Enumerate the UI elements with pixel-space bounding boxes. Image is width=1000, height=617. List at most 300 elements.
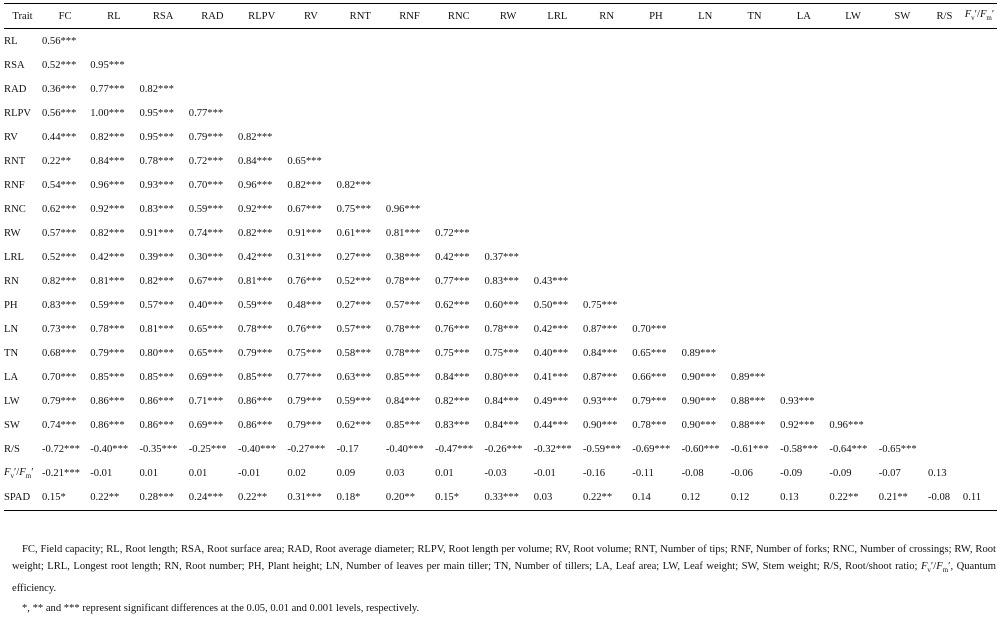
table-cell [828, 101, 877, 125]
table-cell [730, 269, 779, 293]
table-row [4, 486, 997, 511]
table-cell: 0.83*** [484, 275, 519, 287]
table-cell: 0.85*** [90, 372, 125, 384]
table-cell: 0.72*** [188, 155, 224, 167]
column-header: RL [89, 4, 138, 29]
table-cell [434, 173, 483, 197]
table-cell: 0.75*** [287, 348, 322, 360]
table-cell: 0.92*** [780, 420, 815, 432]
table-cell [878, 342, 927, 366]
table-cell: 0.78*** [385, 348, 421, 360]
column-header: RNT [336, 4, 385, 29]
table-cell [878, 390, 927, 414]
table-cell [483, 29, 532, 54]
table-cell: 0.90*** [681, 396, 717, 408]
table-cell: 0.22** [41, 155, 72, 167]
table-cell [962, 101, 997, 125]
table-cell: 0.93*** [780, 396, 815, 408]
table-cell: 0.70*** [41, 372, 77, 384]
table-cell: 0.90*** [681, 420, 717, 432]
table-cell: 0.76*** [287, 324, 322, 336]
table-cell: 0.78*** [238, 324, 273, 336]
table-cell: 0.93*** [583, 396, 618, 408]
table-cell: 0.43*** [533, 275, 569, 287]
table-cell [779, 125, 828, 149]
table-cell [533, 245, 582, 269]
table-cell: 0.28*** [138, 486, 187, 511]
table-cell [962, 77, 997, 101]
row-label: RLPV [4, 107, 32, 119]
table-cell: 0.85*** [139, 372, 174, 384]
table-cell: 0.57*** [139, 300, 174, 312]
table-cell: 0.82*** [336, 179, 372, 191]
table-cell [730, 318, 779, 342]
table-cell: 0.95*** [139, 107, 174, 119]
table-cell [927, 294, 962, 318]
table-cell [779, 221, 828, 245]
table-row [4, 414, 997, 438]
table-cell [681, 29, 730, 54]
table-cell: 0.79*** [238, 348, 273, 360]
table-cell: 0.71*** [188, 396, 224, 408]
table-cell [286, 125, 335, 149]
table-cell [681, 53, 730, 77]
abbreviation-text: FC, Field capacity; RL, Root length; RSA, Root surface area; RAD, Root average diameter; RLPV, Root length per volume; RV, Root volume; RNT, Number of tips; RNF, Number of forks; RNC, Number of crossings; RW, Root weight; LRL, Longest root length; RN, Root number; PH, Plant height; LN, Number of leaves per main tiller; TN, Number of tillers; LA, Leaf area; LW, Leaf weight; SW, Stem weight; R/S, Root/shoot ratio; [12, 544, 996, 573]
table-cell: 0.79*** [287, 420, 322, 432]
table-cell: -0.40*** [385, 444, 424, 456]
column-header-fvfm [962, 4, 997, 29]
row-label: LRL [4, 251, 25, 263]
table-cell [286, 101, 335, 125]
table-cell [237, 77, 286, 101]
table-cell: 0.62*** [41, 203, 77, 215]
table-cell [962, 414, 997, 438]
table-cell [730, 197, 779, 221]
table-cell: 0.49*** [533, 396, 569, 408]
table-cell [286, 53, 335, 77]
table-cell [138, 29, 187, 54]
table-row [4, 197, 997, 221]
table-cell: -0.64*** [829, 444, 868, 456]
table-cell [533, 77, 582, 101]
table-cell: 0.09 [336, 468, 356, 480]
table-cell [779, 318, 828, 342]
table-cell: 0.65*** [188, 324, 224, 336]
table-cell [483, 149, 532, 173]
row-label: R/S [4, 444, 20, 456]
table-cell: 0.36*** [41, 83, 77, 95]
table-cell [533, 197, 582, 221]
table-cell: 0.13 [927, 468, 947, 480]
table-cell [962, 342, 997, 366]
table-cell: 0.75*** [336, 203, 372, 215]
table-cell [962, 269, 997, 293]
table-cell: 0.78*** [385, 275, 421, 287]
table-cell: 0.95*** [90, 59, 125, 71]
table-cell: 0.42*** [435, 251, 470, 263]
table-cell [878, 366, 927, 390]
significance-note: *, ** and *** represent significant differences at the 0.05, 0.01 and 0.001 levels, respectively. [22, 603, 420, 614]
table-row [4, 53, 997, 77]
table-cell [878, 294, 927, 318]
table-cell [962, 438, 997, 462]
table-cell: 0.61*** [336, 227, 372, 239]
row-label: PH [4, 300, 18, 312]
table-cell [779, 366, 828, 390]
table-cell [631, 269, 680, 293]
table-cell [434, 53, 483, 77]
table-cell: 0.76*** [435, 324, 470, 336]
table-cell: 0.37*** [484, 251, 519, 263]
column-header: RV [286, 4, 335, 29]
row-label: SW [4, 420, 20, 432]
table-cell: 0.87*** [583, 324, 618, 336]
table-cell: -0.21*** [41, 468, 80, 480]
table-row [4, 390, 997, 414]
table-cell: -0.72*** [41, 444, 80, 456]
table-cell [878, 173, 927, 197]
table-cell: 0.78*** [139, 155, 174, 167]
table-cell [631, 197, 680, 221]
table-cell [385, 29, 434, 54]
table-cell [631, 29, 680, 54]
table-cell: 0.81*** [385, 227, 421, 239]
table-cell [681, 77, 730, 101]
table-cell: 0.69*** [188, 420, 224, 432]
table-cell [336, 125, 385, 149]
table-cell: 0.82*** [287, 179, 322, 191]
table-cell [681, 149, 730, 173]
table-cell: 0.95*** [139, 131, 174, 143]
table-cell: 0.69*** [188, 372, 224, 384]
table-cell: 0.38*** [385, 251, 421, 263]
table-cell: 0.27*** [336, 300, 372, 312]
table-cell: 0.75*** [435, 348, 470, 360]
table-cell: 0.84*** [238, 155, 273, 167]
table-cell [730, 77, 779, 101]
table-row [4, 318, 997, 342]
table-cell: -0.08 [927, 486, 962, 511]
column-header: RN [582, 4, 631, 29]
row-label: RNF [4, 179, 25, 191]
table-cell: -0.65*** [878, 444, 917, 456]
table-cell: 0.86*** [139, 420, 174, 432]
table-cell [828, 245, 877, 269]
table-cell: 0.73*** [41, 324, 77, 336]
table-cell: 0.78*** [90, 324, 125, 336]
table-cell: 0.89*** [730, 372, 766, 384]
table-cell [385, 101, 434, 125]
table-cell: 0.62*** [435, 300, 470, 312]
table-cell [927, 53, 962, 77]
table-cell [434, 77, 483, 101]
table-cell [962, 29, 997, 54]
table-cell [237, 29, 286, 54]
table-cell: 0.78*** [385, 324, 421, 336]
qe-label: Quantum efficiency. [12, 561, 997, 594]
table-cell: -0.25*** [188, 444, 227, 456]
table-cell [483, 77, 532, 101]
table-cell: 0.74*** [188, 227, 224, 239]
table-cell: 0.82*** [238, 131, 273, 143]
table-cell: 0.77*** [90, 83, 125, 95]
table-cell: 0.77*** [287, 372, 322, 384]
table-cell: -0.47*** [435, 444, 474, 456]
table-cell [962, 53, 997, 77]
table-cell [927, 390, 962, 414]
table-cell [286, 29, 335, 54]
table-cell: 0.82*** [139, 83, 174, 95]
table-cell: -0.06 [730, 468, 753, 480]
table-cell [434, 197, 483, 221]
column-header: RNC [434, 4, 483, 29]
table-cell [631, 245, 680, 269]
table-cell: 0.11 [962, 486, 997, 511]
table-cell [533, 29, 582, 54]
table-cell [483, 53, 532, 77]
table-cell: 0.12 [681, 486, 730, 511]
row-label: RAD [4, 83, 27, 95]
table-cell: 0.87*** [583, 372, 618, 384]
table-cell: 0.82*** [139, 275, 174, 287]
table-cell: 0.24*** [188, 486, 237, 511]
table-cell: 0.57*** [385, 300, 421, 312]
table-cell [730, 245, 779, 269]
table-cell: 0.85*** [385, 372, 421, 384]
table-cell [962, 149, 997, 173]
row-label: SPAD [4, 486, 41, 511]
row-label: RNC [4, 203, 26, 215]
table-cell [828, 390, 877, 414]
table-cell [828, 77, 877, 101]
table-cell [533, 173, 582, 197]
table-cell [434, 125, 483, 149]
table-cell: 0.68*** [41, 348, 77, 360]
table-cell: 0.60*** [484, 300, 519, 312]
table-cell: 0.67*** [188, 275, 224, 287]
table-cell: 0.77*** [188, 107, 224, 119]
table-cell: 0.03 [385, 468, 405, 480]
table-row [4, 221, 997, 245]
table-cell [779, 269, 828, 293]
table-cell [828, 149, 877, 173]
correlation-table-container [4, 3, 997, 511]
table-cell: 0.92*** [238, 203, 273, 215]
correlation-table [4, 3, 997, 511]
table-cell: 0.90*** [583, 420, 618, 432]
table-cell: 0.91*** [139, 227, 174, 239]
table-cell [828, 342, 877, 366]
table-cell: 0.22** [237, 486, 286, 511]
column-header: R/S [927, 4, 962, 29]
table-cell: 0.40*** [188, 300, 224, 312]
table-cell [483, 125, 532, 149]
table-row [4, 125, 997, 149]
column-header: LRL [533, 4, 582, 29]
table-cell: -0.26*** [484, 444, 523, 456]
table-cell: 0.63*** [336, 372, 372, 384]
table-cell: 0.84*** [484, 396, 519, 408]
table-cell [779, 101, 828, 125]
table-cell: 0.96*** [385, 203, 421, 215]
column-header: TN [730, 4, 779, 29]
table-cell: 0.84*** [385, 396, 421, 408]
table-cell: 0.70*** [188, 179, 224, 191]
corner-header: Trait [4, 4, 41, 29]
table-cell: 0.76*** [287, 275, 322, 287]
table-cell: -0.09 [780, 468, 803, 480]
table-cell [730, 294, 779, 318]
table-cell: 0.79*** [287, 396, 322, 408]
table-cell: 0.79*** [188, 131, 224, 143]
table-cell: -0.40*** [238, 444, 277, 456]
table-cell: 0.86*** [238, 420, 273, 432]
column-header: LA [779, 4, 828, 29]
table-cell: 0.82*** [238, 227, 273, 239]
table-cell [286, 77, 335, 101]
table-cell [962, 390, 997, 414]
column-header: RLPV [237, 4, 286, 29]
table-cell: -0.32*** [533, 444, 572, 456]
table-cell: 0.84*** [484, 420, 519, 432]
table-cell [927, 269, 962, 293]
table-cell [878, 53, 927, 77]
table-cell: -0.09 [829, 468, 852, 480]
table-row [4, 366, 997, 390]
column-header: FC [41, 4, 89, 29]
table-cell [681, 197, 730, 221]
table-cell [927, 197, 962, 221]
table-cell [138, 53, 187, 77]
table-row [4, 438, 997, 462]
table-cell: 0.20** [385, 486, 434, 511]
table-cell [188, 53, 237, 77]
table-cell [434, 149, 483, 173]
table-cell [483, 221, 532, 245]
table-cell: 0.59*** [188, 203, 224, 215]
table-cell: 0.31*** [286, 486, 335, 511]
column-header: SW [878, 4, 927, 29]
table-cell [779, 294, 828, 318]
table-cell: 0.93*** [139, 179, 174, 191]
table-cell: -0.69*** [632, 444, 671, 456]
table-cell [927, 221, 962, 245]
table-cell: 0.82*** [435, 396, 470, 408]
table-cell: 0.96*** [238, 179, 273, 191]
row-label: LA [4, 372, 19, 384]
table-cell [927, 438, 962, 462]
table-cell [336, 149, 385, 173]
table-cell: 0.86*** [90, 420, 125, 432]
table-cell: 0.79*** [90, 348, 125, 360]
abbreviation-note [12, 541, 996, 597]
table-cell [582, 197, 631, 221]
table-cell [582, 53, 631, 77]
row-label: TN [4, 348, 19, 360]
table-cell [927, 245, 962, 269]
table-cell [434, 29, 483, 54]
table-cell [878, 414, 927, 438]
table-cell: 0.14 [631, 486, 680, 511]
table-cell [681, 173, 730, 197]
table-cell: 0.13 [779, 486, 828, 511]
table-cell [878, 269, 927, 293]
table-cell [385, 149, 434, 173]
table-cell [878, 101, 927, 125]
table-cell: 0.44*** [41, 131, 77, 143]
table-cell [962, 294, 997, 318]
table-cell [779, 29, 828, 54]
table-cell [631, 294, 680, 318]
table-row [4, 294, 997, 318]
table-cell: 0.15* [434, 486, 483, 511]
table-cell: 0.59*** [336, 396, 372, 408]
table-cell: 0.41*** [533, 372, 569, 384]
table-cell: 0.85*** [385, 420, 421, 432]
row-label: RN [4, 275, 19, 287]
table-cell [434, 101, 483, 125]
table-cell: 0.78*** [484, 324, 519, 336]
table-cell: 0.54*** [41, 179, 77, 191]
table-cell: 0.84*** [90, 155, 125, 167]
table-cell [385, 77, 434, 101]
table-body [4, 29, 997, 511]
table-cell [681, 245, 730, 269]
table-cell: 0.81*** [90, 275, 125, 287]
table-row [4, 29, 997, 54]
table-cell: 0.12 [730, 486, 779, 511]
table-cell: 0.65*** [632, 348, 667, 360]
table-cell: 0.42*** [238, 251, 273, 263]
table-cell [962, 462, 997, 486]
table-row [4, 173, 997, 197]
table-cell: 0.77*** [435, 275, 470, 287]
row-label: RL [4, 35, 18, 47]
table-cell [927, 366, 962, 390]
table-cell [779, 245, 828, 269]
table-cell [582, 173, 631, 197]
table-cell [828, 197, 877, 221]
table-cell [779, 149, 828, 173]
table-cell: 0.84*** [435, 372, 470, 384]
row-label: RSA [4, 59, 25, 71]
table-cell [962, 221, 997, 245]
table-cell [681, 269, 730, 293]
header-row [4, 4, 997, 29]
table-cell: 0.89*** [681, 348, 717, 360]
table-cell: 0.79*** [41, 396, 77, 408]
table-cell [927, 173, 962, 197]
table-cell [385, 53, 434, 77]
table-cell: 0.96*** [90, 179, 125, 191]
table-cell [828, 221, 877, 245]
table-cell: -0.07 [878, 468, 901, 480]
table-cell: 0.81*** [238, 275, 273, 287]
table-cell: 0.52*** [41, 59, 77, 71]
qe-symbol [920, 561, 951, 575]
table-cell: -0.01 [238, 468, 261, 480]
table-cell [237, 53, 286, 77]
table-cell: 0.59*** [90, 300, 125, 312]
table-cell [828, 29, 877, 54]
table-cell: 0.75*** [583, 300, 618, 312]
table-cell [631, 173, 680, 197]
table-cell [188, 29, 237, 54]
row-label: RW [4, 227, 21, 239]
table-cell: 0.91*** [287, 227, 322, 239]
table-cell [779, 53, 828, 77]
table-cell [730, 221, 779, 245]
